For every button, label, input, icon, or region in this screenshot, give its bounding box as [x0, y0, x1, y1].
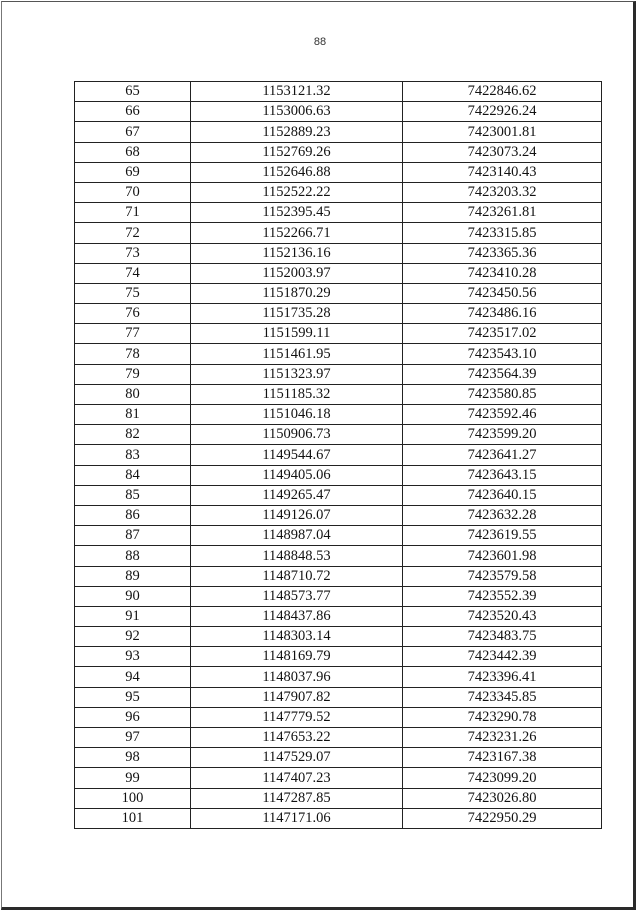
y-coordinate-cell: 7422926.24 [403, 102, 602, 122]
point-number-cell: 84 [75, 465, 191, 485]
y-coordinate-cell: 7422846.62 [403, 82, 602, 102]
y-coordinate-cell: 7423345.85 [403, 687, 602, 707]
point-number-cell: 85 [75, 485, 191, 505]
point-number-cell: 100 [75, 788, 191, 808]
point-number-cell: 83 [75, 445, 191, 465]
point-number-cell: 95 [75, 687, 191, 707]
x-coordinate-cell: 1148710.72 [191, 566, 403, 586]
y-coordinate-cell: 7423632.28 [403, 505, 602, 525]
x-coordinate-cell: 1147653.22 [191, 728, 403, 748]
y-coordinate-cell: 7423396.41 [403, 667, 602, 687]
y-coordinate-cell: 7423543.10 [403, 344, 602, 364]
table-row [75, 102, 602, 122]
table-row [75, 808, 602, 828]
table-row [75, 768, 602, 788]
coordinates-table-body [75, 82, 602, 829]
table-row [75, 283, 602, 303]
point-number-cell: 87 [75, 526, 191, 546]
y-coordinate-cell: 7423619.55 [403, 526, 602, 546]
point-number-cell: 78 [75, 344, 191, 364]
x-coordinate-cell: 1153006.63 [191, 102, 403, 122]
x-coordinate-cell: 1151323.97 [191, 364, 403, 384]
table-row [75, 546, 602, 566]
y-coordinate-cell: 7423365.36 [403, 243, 602, 263]
x-coordinate-cell: 1152395.45 [191, 203, 403, 223]
x-coordinate-cell: 1151185.32 [191, 384, 403, 404]
y-coordinate-cell: 7423520.43 [403, 606, 602, 626]
x-coordinate-cell: 1148437.86 [191, 606, 403, 626]
point-number-cell: 86 [75, 505, 191, 525]
x-coordinate-cell: 1147171.06 [191, 808, 403, 828]
y-coordinate-cell: 7423073.24 [403, 142, 602, 162]
y-coordinate-cell: 7423564.39 [403, 364, 602, 384]
point-number-cell: 73 [75, 243, 191, 263]
point-number-cell: 98 [75, 748, 191, 768]
point-number-cell: 75 [75, 283, 191, 303]
point-number-cell: 79 [75, 364, 191, 384]
x-coordinate-cell: 1151599.11 [191, 324, 403, 344]
x-coordinate-cell: 1148169.79 [191, 647, 403, 667]
point-number-cell: 76 [75, 304, 191, 324]
point-number-cell: 96 [75, 707, 191, 727]
x-coordinate-cell: 1147907.82 [191, 687, 403, 707]
page-number: 88 [313, 36, 327, 48]
x-coordinate-cell: 1150906.73 [191, 425, 403, 445]
y-coordinate-cell: 7423579.58 [403, 566, 602, 586]
table-row [75, 566, 602, 586]
table-row [75, 445, 602, 465]
y-coordinate-cell: 7423580.85 [403, 384, 602, 404]
table-row [75, 728, 602, 748]
table-row [75, 304, 602, 324]
table-row [75, 122, 602, 142]
x-coordinate-cell: 1148303.14 [191, 627, 403, 647]
x-coordinate-cell: 1149544.67 [191, 445, 403, 465]
y-coordinate-cell: 7423167.38 [403, 748, 602, 768]
point-number-cell: 90 [75, 586, 191, 606]
y-coordinate-cell: 7423099.20 [403, 768, 602, 788]
x-coordinate-cell: 1152136.16 [191, 243, 403, 263]
y-coordinate-cell: 7422950.29 [403, 808, 602, 828]
coordinates-table [74, 81, 602, 829]
point-number-cell: 99 [75, 768, 191, 788]
table-row [75, 606, 602, 626]
table-row [75, 182, 602, 202]
y-coordinate-cell: 7423231.26 [403, 728, 602, 748]
table-row [75, 263, 602, 283]
point-number-cell: 70 [75, 182, 191, 202]
x-coordinate-cell: 1152889.23 [191, 122, 403, 142]
table-row [75, 627, 602, 647]
y-coordinate-cell: 7423410.28 [403, 263, 602, 283]
point-number-cell: 66 [75, 102, 191, 122]
y-coordinate-cell: 7423601.98 [403, 546, 602, 566]
x-coordinate-cell: 1151461.95 [191, 344, 403, 364]
point-number-cell: 72 [75, 223, 191, 243]
x-coordinate-cell: 1152522.22 [191, 182, 403, 202]
table-row [75, 465, 602, 485]
point-number-cell: 94 [75, 667, 191, 687]
y-coordinate-cell: 7423450.56 [403, 283, 602, 303]
table-row [75, 586, 602, 606]
x-coordinate-cell: 1153121.32 [191, 82, 403, 102]
point-number-cell: 69 [75, 162, 191, 182]
point-number-cell: 67 [75, 122, 191, 142]
y-coordinate-cell: 7423315.85 [403, 223, 602, 243]
table-row [75, 526, 602, 546]
point-number-cell: 74 [75, 263, 191, 283]
table-row [75, 344, 602, 364]
point-number-cell: 80 [75, 384, 191, 404]
y-coordinate-cell: 7423261.81 [403, 203, 602, 223]
x-coordinate-cell: 1149126.07 [191, 505, 403, 525]
y-coordinate-cell: 7423517.02 [403, 324, 602, 344]
point-number-cell: 91 [75, 606, 191, 626]
x-coordinate-cell: 1152646.88 [191, 162, 403, 182]
table-row [75, 384, 602, 404]
point-number-cell: 92 [75, 627, 191, 647]
table-row [75, 364, 602, 384]
y-coordinate-cell: 7423442.39 [403, 647, 602, 667]
x-coordinate-cell: 1147779.52 [191, 707, 403, 727]
point-number-cell: 71 [75, 203, 191, 223]
x-coordinate-cell: 1151870.29 [191, 283, 403, 303]
table-row [75, 687, 602, 707]
y-coordinate-cell: 7423592.46 [403, 405, 602, 425]
table-row [75, 142, 602, 162]
y-coordinate-cell: 7423001.81 [403, 122, 602, 142]
table-row [75, 505, 602, 525]
y-coordinate-cell: 7423290.78 [403, 707, 602, 727]
table-row [75, 425, 602, 445]
x-coordinate-cell: 1151046.18 [191, 405, 403, 425]
point-number-cell: 77 [75, 324, 191, 344]
point-number-cell: 93 [75, 647, 191, 667]
table-row [75, 203, 602, 223]
x-coordinate-cell: 1147529.07 [191, 748, 403, 768]
y-coordinate-cell: 7423026.80 [403, 788, 602, 808]
table-row [75, 647, 602, 667]
x-coordinate-cell: 1148573.77 [191, 586, 403, 606]
point-number-cell: 89 [75, 566, 191, 586]
table-row [75, 748, 602, 768]
point-number-cell: 88 [75, 546, 191, 566]
x-coordinate-cell: 1152003.97 [191, 263, 403, 283]
x-coordinate-cell: 1148848.53 [191, 546, 403, 566]
x-coordinate-cell: 1152266.71 [191, 223, 403, 243]
table-row [75, 82, 602, 102]
table-row [75, 223, 602, 243]
x-coordinate-cell: 1147407.23 [191, 768, 403, 788]
x-coordinate-cell: 1149265.47 [191, 485, 403, 505]
table-row [75, 243, 602, 263]
y-coordinate-cell: 7423140.43 [403, 162, 602, 182]
table-row [75, 667, 602, 687]
x-coordinate-cell: 1147287.85 [191, 788, 403, 808]
table-row [75, 707, 602, 727]
point-number-cell: 82 [75, 425, 191, 445]
point-number-cell: 101 [75, 808, 191, 828]
y-coordinate-cell: 7423552.39 [403, 586, 602, 606]
y-coordinate-cell: 7423641.27 [403, 445, 602, 465]
y-coordinate-cell: 7423486.16 [403, 304, 602, 324]
y-coordinate-cell: 7423640.15 [403, 485, 602, 505]
y-coordinate-cell: 7423483.75 [403, 627, 602, 647]
y-coordinate-cell: 7423203.32 [403, 182, 602, 202]
point-number-cell: 68 [75, 142, 191, 162]
y-coordinate-cell: 7423643.15 [403, 465, 602, 485]
x-coordinate-cell: 1151735.28 [191, 304, 403, 324]
x-coordinate-cell: 1149405.06 [191, 465, 403, 485]
y-coordinate-cell: 7423599.20 [403, 425, 602, 445]
table-row [75, 162, 602, 182]
table-row [75, 405, 602, 425]
x-coordinate-cell: 1148987.04 [191, 526, 403, 546]
point-number-cell: 81 [75, 405, 191, 425]
table-row [75, 788, 602, 808]
table-row [75, 324, 602, 344]
x-coordinate-cell: 1152769.26 [191, 142, 403, 162]
point-number-cell: 97 [75, 728, 191, 748]
table-row [75, 485, 602, 505]
x-coordinate-cell: 1148037.96 [191, 667, 403, 687]
point-number-cell: 65 [75, 82, 191, 102]
